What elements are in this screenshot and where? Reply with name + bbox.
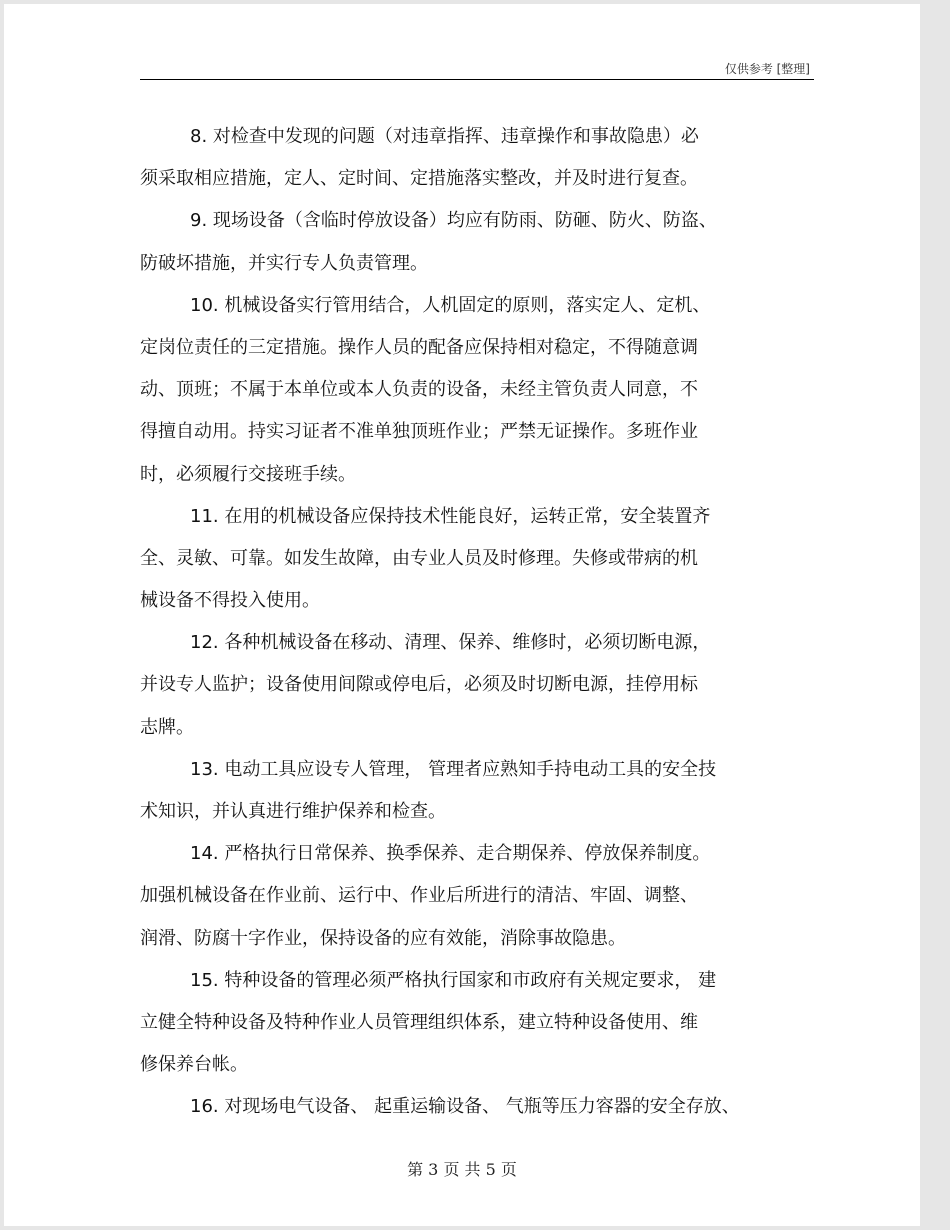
text-line: 定岗位责任的三定措施。操作人员的配备应保持相对稳定，不得随意调 (140, 336, 698, 358)
text-line: 立健全特种设备及特种作业人员管理组织体系，建立特种设备使用、维 (140, 1011, 698, 1033)
text-line: 得擅自动用。持实习证者不准单独顶班作业；严禁无证操作。多班作业 (140, 421, 698, 443)
text-line: 全、灵敏、可靠。如发生故障，由专业人员及时修理。失修或带病的机 (140, 547, 698, 569)
text-line: 须采取相应措施，定人、定时间、定措施落实整改，并及时进行复查。 (140, 168, 698, 190)
text-line: 志牌。 (140, 716, 194, 738)
text-line: 12. 各种机械设备在移动、清理、保养、维修时，必须切断电源， (190, 632, 711, 654)
text-line: 15. 特种设备的管理必须严格执行国家和市政府有关规定要求， 建 (190, 969, 717, 991)
text-line: 9. 现场设备（含临时停放设备）均应有防雨、防砸、防火、防盗、 (190, 210, 717, 232)
text-line: 修保养台帐。 (140, 1054, 248, 1076)
text-line: 动、顶班；不属于本单位或本人负责的设备，未经主管负责人同意，不 (140, 379, 698, 401)
text-line: 10. 机械设备实行管用结合，人机固定的原则，落实定人、定机、 (190, 294, 711, 316)
page-header: 仅供参考 [整理] (724, 62, 810, 76)
text-line: 时，必须履行交接班手续。 (140, 463, 356, 485)
text-line: 并设专人监护；设备使用间隙或停电后，必须及时切断电源，挂停用标 (140, 674, 698, 696)
text-line: 加强机械设备在作业前、运行中、作业后所进行的清洁、牢固、调整、 (140, 885, 698, 907)
text-line: 14. 严格执行日常保养、换季保养、走合期保养、停放保养制度。 (190, 843, 711, 865)
text-line: 械设备不得投入使用。 (140, 590, 320, 612)
text-line: 8. 对检查中发现的问题（对违章指挥、违章操作和事故隐患）必 (190, 126, 699, 147)
text-line: 防破坏措施，并实行专人负责管理。 (140, 252, 428, 274)
text-line: 润滑、防腐十字作业，保持设备的应有效能，消除事故隐患。 (140, 927, 626, 949)
body-text (140, 116, 820, 1129)
text-line: 16. 对现场电气设备、 起重运输设备、 气瓶等压力容器的安全存放、 (190, 1096, 740, 1118)
text-line: 11. 在用的机械设备应保持技术性能良好，运转正常，安全装置齐 (190, 505, 711, 527)
text-line: 13. 电动工具应设专人管理， 管理者应熟知手持电动工具的安全技 (190, 758, 717, 780)
page-footer: 第 3 页 共 5 页 (407, 1160, 517, 1179)
document-page (4, 4, 920, 1226)
text-line: 术知识，并认真进行维护保养和检查。 (140, 801, 446, 822)
header-divider (140, 79, 814, 80)
